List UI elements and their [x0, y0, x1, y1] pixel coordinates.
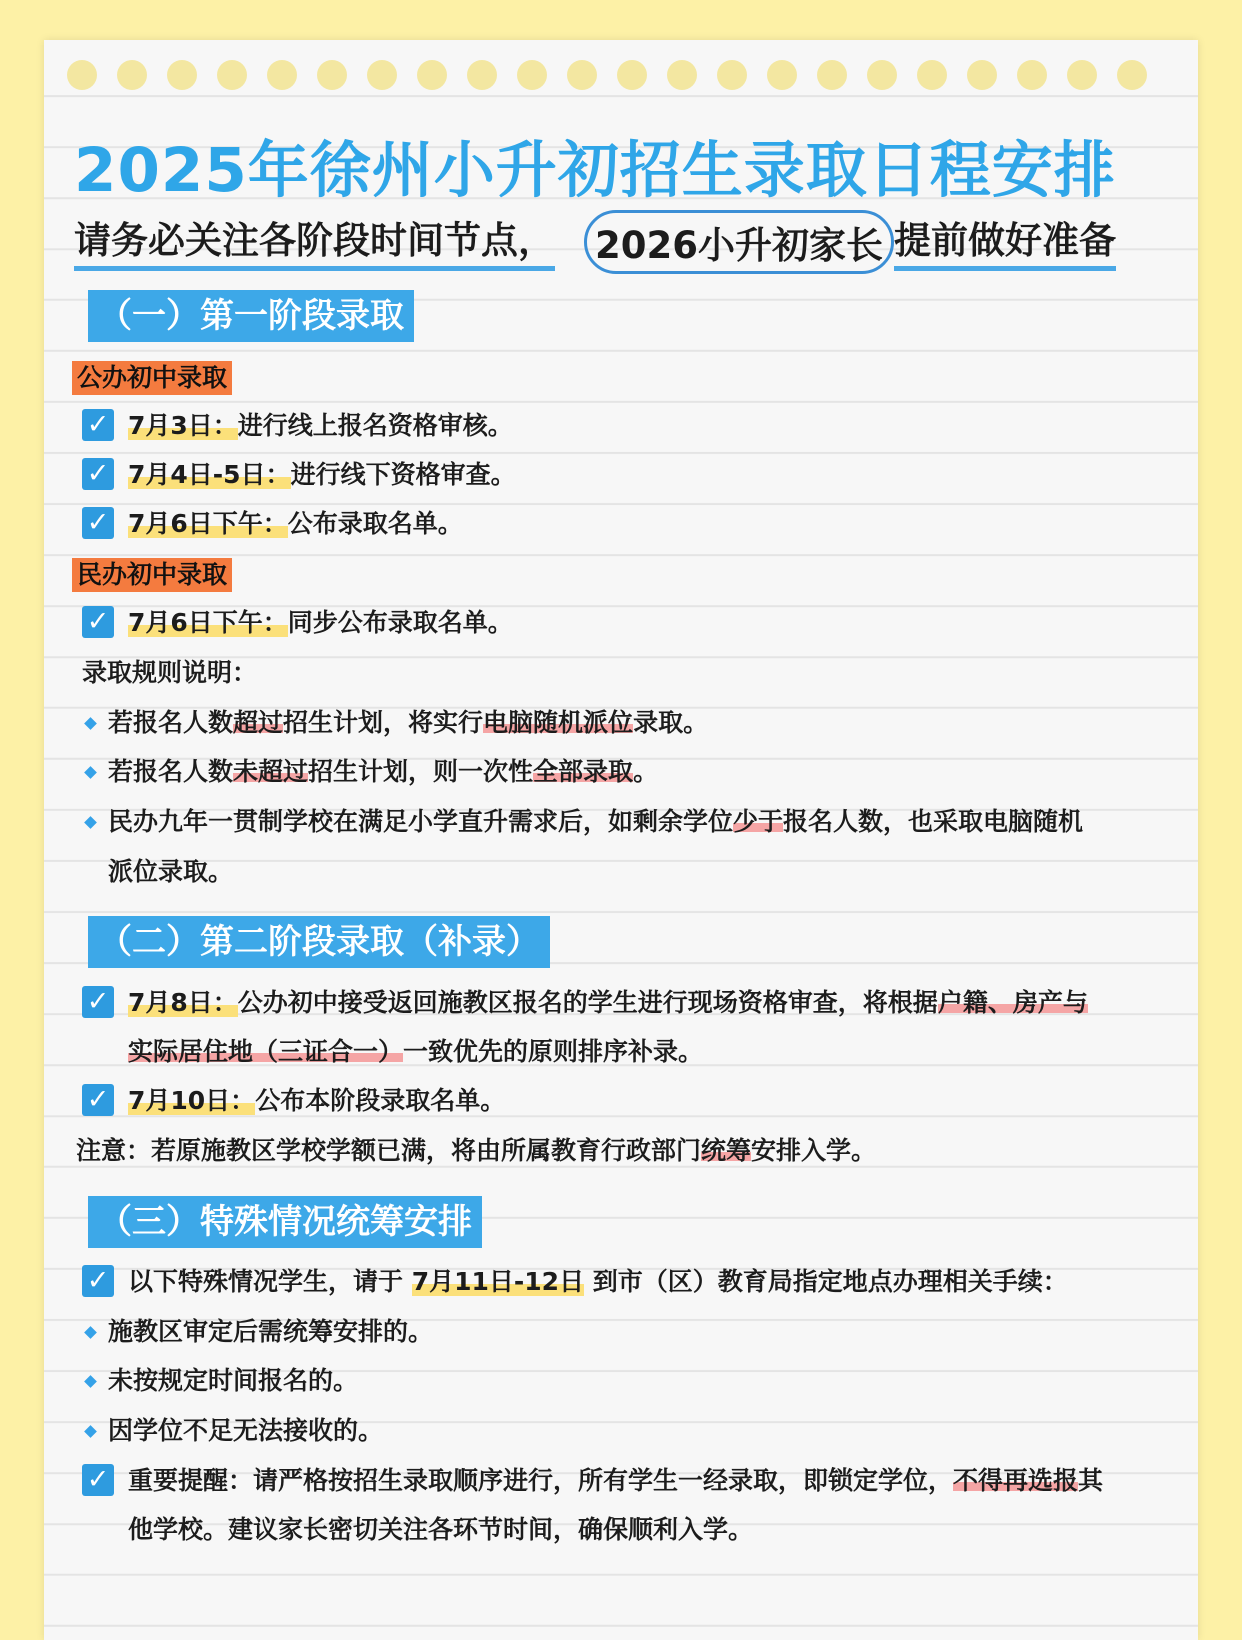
rule-text: 。 [633, 757, 659, 786]
rules-title: 录取规则说明： [82, 658, 258, 687]
binder-hole [217, 60, 247, 90]
item-date: 7月3日： [128, 411, 238, 440]
checkbox-icon: ✓ [82, 507, 114, 539]
notebook-paper [44, 40, 1198, 1640]
rule-item-continuation: 派位录取。 [108, 857, 234, 886]
binder-hole [967, 60, 997, 90]
note-highlight: 统筹 [701, 1136, 752, 1165]
binder-hole [517, 60, 547, 90]
item-date: 7月11日-12日 [411, 1267, 585, 1296]
item-highlight: 实际居住地（三证合一） [128, 1037, 404, 1066]
binder-hole [417, 60, 447, 90]
item-date: 7月10日： [128, 1086, 256, 1115]
rule-text: 民办九年一贯制学校在满足小学直升需求后，如剩余学位 [108, 807, 734, 836]
checkbox-icon: ✓ [82, 458, 114, 490]
special-case-text: 施教区审定后需统筹安排的。 [108, 1317, 434, 1346]
item-text: 公办初中接受返回施教区报名的学生进行现场资格审查，将根据 [237, 988, 938, 1017]
binder-hole [1017, 60, 1047, 90]
item-text: 一致优先的原则排序补录。 [403, 1037, 704, 1066]
binder-hole [917, 60, 947, 90]
subtitle [74, 210, 1174, 270]
section-1-heading: （一）第一阶段录取 [88, 290, 414, 342]
reminder-text: 其 [1078, 1466, 1104, 1495]
binder-hole [167, 60, 197, 90]
item-text: 同步公布录取名单。 [287, 608, 513, 637]
reminder-continuation: 他学校。建议家长密切关注各环节时间，确保顺利入学。 [128, 1515, 754, 1544]
rule-text: 录取。 [633, 708, 709, 737]
reminder-text: 重要提醒：请严格按招生录取顺序进行，所有学生一经录取，即锁定学位， [128, 1466, 954, 1495]
rule-text: 报名人数，也采取电脑随机 [783, 807, 1084, 836]
binder-hole [67, 60, 97, 90]
rule-highlight: 超过 [233, 708, 284, 737]
binder-hole [1117, 60, 1147, 90]
checkbox-icon: ✓ [82, 986, 114, 1018]
page-title: 2025年徐州小升初招生录取日程安排 [74, 135, 1116, 206]
item-text: 公布录取名单。 [287, 509, 463, 538]
item-text: 进行线下资格审查。 [290, 460, 516, 489]
rule-highlight: 少于 [733, 807, 784, 836]
rule-highlight: 电脑随机派位 [483, 708, 634, 737]
item-text: 到市（区）教育局指定地点办理相关手续： [584, 1267, 1068, 1296]
rule-text: 若报名人数 [108, 757, 234, 786]
binder-hole [267, 60, 297, 90]
rule-highlight: 未超过 [233, 757, 309, 786]
item-text: 进行线上报名资格审核。 [237, 411, 513, 440]
checkbox-icon: ✓ [82, 1084, 114, 1116]
subtitle-part-1: 请务必关注各阶段时间节点， [74, 210, 555, 271]
binder-hole [867, 60, 897, 90]
reminder-highlight: 不得再选报 [953, 1466, 1079, 1495]
binder-hole [767, 60, 797, 90]
diamond-bullet-icon [84, 717, 97, 730]
diamond-bullet-icon [84, 766, 97, 779]
item-date: 7月4日-5日： [128, 460, 291, 489]
binder-hole [367, 60, 397, 90]
binder-hole [717, 60, 747, 90]
diamond-bullet-icon [84, 1425, 97, 1438]
item-date: 7月6日下午： [128, 509, 288, 538]
note [76, 1134, 876, 1168]
item-highlight: 户籍、房产与 [937, 988, 1088, 1017]
item-date: 7月8日： [128, 988, 238, 1017]
item-text: 以下特殊情况学生，请于 [128, 1267, 412, 1296]
section-3-heading: （三）特殊情况统筹安排 [88, 1196, 482, 1248]
note-text: 注意：若原施教区学校学额已满，将由所属教育行政部门 [76, 1136, 702, 1165]
rule-text: 若报名人数 [108, 708, 234, 737]
diamond-bullet-icon [84, 816, 97, 829]
rule-text: 招生计划，则一次性 [308, 757, 534, 786]
binder-hole [817, 60, 847, 90]
public-school-tag: 公办初中录取 [72, 361, 232, 395]
diamond-bullet-icon [84, 1326, 97, 1339]
binder-hole [1067, 60, 1097, 90]
binder-hole [617, 60, 647, 90]
special-case-text: 因学位不足无法接收的。 [108, 1416, 384, 1445]
section-2-heading: （二）第二阶段录取（补录） [88, 916, 550, 968]
checkbox-icon: ✓ [82, 606, 114, 638]
item-date: 7月6日下午： [128, 608, 288, 637]
binder-hole [317, 60, 347, 90]
checkbox-icon: ✓ [82, 409, 114, 441]
item-text: 公布本阶段录取名单。 [255, 1086, 506, 1115]
binder-hole [117, 60, 147, 90]
rule-highlight: 全部录取 [533, 757, 634, 786]
binder-hole [467, 60, 497, 90]
diamond-bullet-icon [84, 1375, 97, 1388]
checkbox-icon: ✓ [82, 1265, 114, 1297]
binder-hole [667, 60, 697, 90]
binder-holes [44, 60, 1198, 90]
binder-hole [567, 60, 597, 90]
rule-text: 招生计划，将实行 [283, 708, 484, 737]
subtitle-circled-audience: 2026小升初家长 [584, 210, 894, 274]
special-case-text: 未按规定时间报名的。 [108, 1366, 359, 1395]
list-item-continuation [128, 1035, 703, 1069]
subtitle-part-3: 提前做好准备 [894, 210, 1116, 271]
checkbox-icon: ✓ [82, 1464, 114, 1496]
private-school-tag: 民办初中录取 [72, 558, 232, 592]
note-text: 安排入学。 [751, 1136, 877, 1165]
